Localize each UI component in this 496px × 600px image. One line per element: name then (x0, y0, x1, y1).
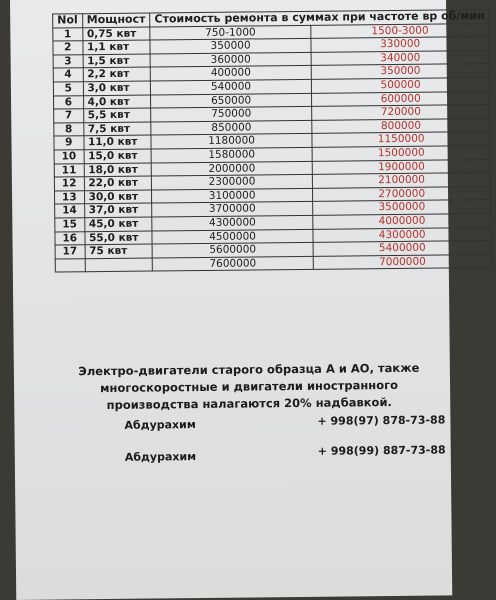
repair-price-table (52, 9, 492, 273)
row-power: 7,5 квт (83, 122, 151, 136)
row-number: 3 (53, 55, 83, 69)
row-number: 2 (53, 41, 83, 55)
row-price-low-rpm: 750-1000 (150, 25, 311, 40)
row-power (85, 258, 153, 272)
row-number: 13 (55, 190, 85, 204)
row-number: 14 (55, 204, 85, 218)
row-number: 11 (54, 163, 84, 177)
row-price-low-rpm: 750000 (151, 107, 312, 122)
row-price-low-rpm: 2000000 (151, 161, 312, 176)
row-price-high-rpm: 4300000 (313, 227, 492, 242)
row-price-low-rpm: 540000 (151, 79, 312, 94)
row-price-high-rpm: 2700000 (312, 186, 491, 201)
row-price-high-rpm: 720000 (311, 105, 490, 120)
row-price-low-rpm: 2300000 (152, 174, 313, 189)
row-power: 45,0 квт (84, 217, 152, 231)
surcharge-note: Электро-двигатели старого образца А и АО, также многоскоростные и двигатели иностранного производства налагаются 20% надбавкой. (78, 360, 420, 413)
row-price-high-rpm: 1150000 (312, 132, 491, 147)
row-power: 4,0 квт (83, 95, 151, 109)
row-price-low-rpm: 350000 (150, 39, 311, 54)
row-price-high-rpm: 3500000 (312, 200, 491, 215)
contact-phone-1: + 998(97) 878-73-88 (317, 413, 446, 428)
row-number: 12 (54, 177, 84, 191)
row-power: 30,0 квт (84, 190, 152, 204)
header-number: Nol (53, 14, 83, 28)
row-price-low-rpm: 4500000 (152, 229, 313, 244)
row-number: 10 (54, 150, 84, 164)
row-power: 55,0 квт (84, 231, 152, 245)
row-price-high-rpm: 600000 (311, 91, 490, 106)
row-price-high-rpm: 4000000 (313, 213, 492, 228)
row-price-low-rpm: 4300000 (152, 215, 313, 230)
row-number: 4 (53, 68, 83, 82)
row-power: 1,5 квт (83, 54, 151, 68)
row-price-low-rpm: 360000 (150, 52, 311, 67)
row-power: 0,75 квт (82, 27, 150, 41)
row-price-low-rpm: 3700000 (152, 202, 313, 217)
row-price-low-rpm: 7600000 (152, 256, 313, 271)
row-number: 7 (54, 109, 84, 123)
row-price-high-rpm: 500000 (311, 77, 490, 92)
row-price-high-rpm: 350000 (311, 64, 490, 79)
row-power: 75 квт (85, 244, 153, 258)
row-number: 8 (54, 122, 84, 136)
row-price-high-rpm: 1500000 (312, 145, 491, 160)
row-number: 9 (54, 136, 84, 150)
header-power: Мощност (82, 13, 150, 27)
row-price-high-rpm: 800000 (312, 118, 491, 133)
row-price-high-rpm: 340000 (311, 50, 490, 65)
row-number: 5 (53, 82, 83, 96)
row-price-low-rpm: 1180000 (151, 134, 312, 149)
row-power: 15,0 квт (84, 149, 152, 163)
row-number: 1 (53, 27, 83, 41)
header-cost: Стоимость ремонта в суммах при частоте вр об/мин (150, 9, 489, 26)
contact-phone-2: + 998(99) 887-73-88 (317, 443, 446, 458)
row-price-low-rpm: 650000 (151, 93, 312, 108)
row-price-high-rpm: 7000000 (313, 254, 492, 269)
row-power: 22,0 квт (84, 176, 152, 190)
row-number (55, 258, 85, 272)
row-price-high-rpm: 5400000 (313, 241, 492, 256)
row-price-high-rpm: 2100000 (312, 173, 491, 188)
row-power: 11,0 квт (83, 135, 151, 149)
contact-name-1: Абдурахим (124, 418, 196, 432)
row-power: 18,0 квт (84, 163, 152, 177)
row-price-low-rpm: 400000 (150, 66, 311, 81)
table-body (53, 23, 492, 272)
row-power: 37,0 квт (84, 203, 152, 217)
contact-name-2: Абдурахим (124, 450, 197, 464)
price-sheet (10, 0, 485, 600)
row-price-high-rpm: 1900000 (312, 159, 491, 174)
row-power: 2,2 квт (83, 67, 151, 81)
row-price-low-rpm: 1580000 (151, 147, 312, 162)
row-price-low-rpm: 850000 (151, 120, 312, 135)
row-power: 1,1 квт (82, 40, 150, 54)
row-number: 6 (54, 95, 84, 109)
row-power: 5,5 квт (83, 108, 151, 122)
row-price-high-rpm: 1500-3000 (311, 23, 490, 38)
row-price-low-rpm: 5600000 (152, 242, 313, 257)
row-price-low-rpm: 3100000 (152, 188, 313, 203)
row-power: 3,0 квт (83, 81, 151, 95)
row-number: 16 (55, 231, 85, 245)
row-number: 17 (55, 245, 85, 259)
row-number: 15 (55, 218, 85, 232)
row-price-high-rpm: 330000 (311, 37, 490, 52)
